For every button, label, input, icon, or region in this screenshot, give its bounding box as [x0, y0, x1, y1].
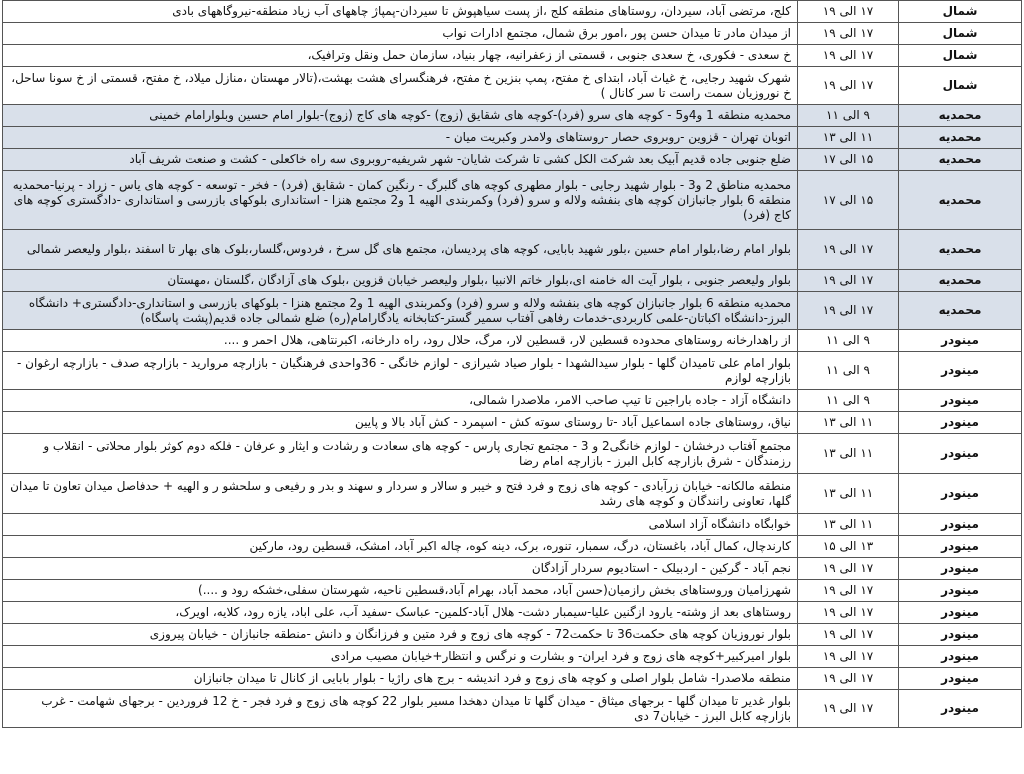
schedule-row	[3, 67, 1022, 105]
time-cell: ۱۱ الی ۱۳	[798, 412, 899, 434]
schedule-row	[3, 624, 1022, 646]
description-cell: کلج، مرتضی آباد، سیردان، روستاهای منطقه کلج ،از پست سیاهپوش تا سیردان-پمپاژ چاههای آب زیاد منطقه-نیروگاههای بادی	[3, 1, 798, 23]
schedule-rows	[3, 1, 1022, 728]
description-cell: محمدیه منطقه 1 و4و5 - کوچه های سرو (فرد)-کوچه های شقایق (زوج) -کوچه های کاج (زوج)-بلوار امام حسین وبلوارامام خمینی	[3, 105, 798, 127]
time-cell: ۱۷ الی ۱۹	[798, 602, 899, 624]
time-cell: ۱۱ الی ۱۳	[798, 514, 899, 536]
schedule-row	[3, 230, 1022, 270]
time-cell: ۱۷ الی ۱۹	[798, 1, 899, 23]
area-cell: مینودر	[899, 536, 1022, 558]
time-cell: ۹ الی ۱۱	[798, 390, 899, 412]
description-cell: محمدیه منطقه 6 بلوار جانبازان کوچه های بنفشه ولاله و سرو (فرد) وکمربندی الهیه 1 و2 مجتمع هنزا - بلوکهای بازرسی و استانداری-دادگستری+ دانشگاه البرز-دانشگاه اکباتان-علمی کاربردی-خدمات رفاهی آفتاب سمیر گستر-کتابخانه یادگارامام(ره) ضلع شمالی جاده قدیم(پشت پاسگاه)	[3, 292, 798, 330]
time-cell: ۱۷ الی ۱۹	[798, 580, 899, 602]
description-cell: محمدیه مناطق 2 و3 - بلوار شهید رجایی - بلوار مطهری کوچه های گلبرگ - رنگین کمان - شقایق (فرد) - فخر - توسعه - کوچه های یاس - زراد - پرنیا-محمدیه منطقه 6 بلوار جانبازان کوچه های بنفشه ولاله و سرو (فرد) وکمربندی الهیه 1 و2 مجتمع هنزا - استانداری بلوکهای بازرسی و استانداری -دادگستری کوچه های کاج (فرد)	[3, 171, 798, 230]
schedule-row	[3, 558, 1022, 580]
time-cell: ۱۷ الی ۱۹	[798, 292, 899, 330]
schedule-row	[3, 270, 1022, 292]
area-cell: مینودر	[899, 646, 1022, 668]
area-cell: شمال	[899, 45, 1022, 67]
area-cell: محمدیه	[899, 292, 1022, 330]
time-cell: ۱۷ الی ۱۹	[798, 270, 899, 292]
time-cell: ۱۷ الی ۱۹	[798, 230, 899, 270]
area-cell: مینودر	[899, 352, 1022, 390]
schedule-row	[3, 602, 1022, 624]
schedule-row	[3, 690, 1022, 728]
area-cell: محمدیه	[899, 230, 1022, 270]
description-cell: اتوبان تهران - قزوین -روبروی حصار -روستاهای ولامدر وکبریت میان -	[3, 127, 798, 149]
time-cell: ۱۷ الی ۱۹	[798, 45, 899, 67]
description-cell: بلوار امام رضا،بلوار امام حسین ،بلور شهید بابایی، کوچه های پردیسان، مجتمع های گل سرخ ، فردوس،گلسار،بلوک های بهار تا اسفند ،بلوار ولیعصر شمالی	[3, 230, 798, 270]
schedule-row	[3, 149, 1022, 171]
area-cell: شمال	[899, 23, 1022, 45]
schedule-row	[3, 390, 1022, 412]
time-cell: ۱۳ الی ۱۵	[798, 536, 899, 558]
area-cell: مینودر	[899, 474, 1022, 514]
description-cell: از میدان مادر تا میدان حسن پور ،امور برق شمال، مجتمع ادارات نواب	[3, 23, 798, 45]
schedule-row	[3, 171, 1022, 230]
time-cell: ۱۷ الی ۱۹	[798, 690, 899, 728]
area-cell: شمال	[899, 1, 1022, 23]
area-cell: مینودر	[899, 602, 1022, 624]
time-cell: ۱۵ الی ۱۷	[798, 149, 899, 171]
time-cell: ۱۷ الی ۱۹	[798, 67, 899, 105]
time-cell: ۹ الی ۱۱	[798, 330, 899, 352]
area-cell: مینودر	[899, 668, 1022, 690]
time-cell: ۱۱ الی ۱۳	[798, 474, 899, 514]
area-cell: مینودر	[899, 390, 1022, 412]
area-cell: مینودر	[899, 514, 1022, 536]
time-cell: ۱۱ الی ۱۳	[798, 127, 899, 149]
schedule-row	[3, 580, 1022, 602]
schedule-row	[3, 292, 1022, 330]
area-cell: مینودر	[899, 624, 1022, 646]
description-cell: بلوار نوروزیان کوچه های حکمت36 تا حکمت72 - کوچه های زوج و فرد متین و فرزانگان و دانش -منطقه جانبازان - خیابان پیروزی	[3, 624, 798, 646]
time-cell: ۱۷ الی ۱۹	[798, 23, 899, 45]
schedule-row	[3, 23, 1022, 45]
schedule-row	[3, 474, 1022, 514]
area-cell: محمدیه	[899, 149, 1022, 171]
time-cell: ۱۵ الی ۱۷	[798, 171, 899, 230]
description-cell: دانشگاه آزاد - جاده باراجین تا تیپ صاحب الامر، ملاصدرا شمالی،	[3, 390, 798, 412]
area-cell: محمدیه	[899, 127, 1022, 149]
description-cell: خ سعدی - فکوری، خ سعدی جنوبی ، قسمتی از زعفرانیه، چهار بنیاد، سازمان حمل ونقل وترافیک،	[3, 45, 798, 67]
description-cell: مجتمع آفتاب درخشان - لوازم خانگی2 و 3 - مجتمع تجاری پارس - کوچه های سعادت و رشادت و ایثار و عرفان - فلکه دوم کوثر بلوار محلاتی - انقلاب و رزمندگان - شرق بازارچه کابل البرز - بازارچه امام رضا	[3, 434, 798, 474]
area-cell: محمدیه	[899, 270, 1022, 292]
schedule-row	[3, 412, 1022, 434]
description-cell: بلوار ولیعصر جنوبی ، بلوار آیت اله خامنه ای،بلوار خاتم الانبیا ،بلوار ولیعصر خیابان قزوین ،بلوک های آزادگان ،گلستان ،مهستان	[3, 270, 798, 292]
description-cell: ضلع جنوبی جاده قدیم آبیک بعد شرکت الکل کشی تا شرکت شایان- شهر شریفیه-روبروی سه راه خاکعلی - کشت و صنعت شریف آباد	[3, 149, 798, 171]
time-cell: ۱۱ الی ۱۳	[798, 434, 899, 474]
schedule-row	[3, 668, 1022, 690]
schedule-row	[3, 646, 1022, 668]
area-cell: مینودر	[899, 580, 1022, 602]
schedule-row	[3, 1, 1022, 23]
area-cell: محمدیه	[899, 105, 1022, 127]
schedule-row	[3, 352, 1022, 390]
outage-schedule-table	[2, 0, 1022, 728]
area-cell: مینودر	[899, 434, 1022, 474]
description-cell: شهرک شهید رجایی، خ غیاث آباد، ابتدای خ مفتح، پمپ بنزین خ مفتح، فرهنگسرای هشت بهشت،(تالار مهستان ،منازل میلاد، خ مفتح، قسمتی از خ سونا ساحل، خ نوروزیان سمت راست تا سر کانال )	[3, 67, 798, 105]
schedule-row	[3, 434, 1022, 474]
description-cell: بلوار امام علی تامیدان گلها - بلوار سیدالشهدا - بلوار صیاد شیرازی - لوازم خانگی - 36واحدی فرهنگیان - بازارچه مروارید - بازارچه صدف - بازارچه ارغوان - بازارچه لوازم	[3, 352, 798, 390]
area-cell: محمدیه	[899, 171, 1022, 230]
time-cell: ۹ الی ۱۱	[798, 105, 899, 127]
description-cell: بلوار امیرکبیر+کوچه های زوج و فرد ایران- و بشارت و نرگس و انتظار+خیابان مصیب مرادی	[3, 646, 798, 668]
schedule-row	[3, 514, 1022, 536]
description-cell: کارندچال، کمال آباد، باغستان، درگ، سمبار، تنوره، برک، دینه کوه، چاله اکبر آباد، امشک، قسطین رود، مارکین	[3, 536, 798, 558]
description-cell: خوابگاه دانشگاه آزاد اسلامی	[3, 514, 798, 536]
area-cell: مینودر	[899, 330, 1022, 352]
description-cell: بلوار غدیر تا میدان گلها - برجهای میثاق - میدان گلها تا میدان دهخدا مسیر بلوار 22 کوچه های زوج و فرد فجر - خ 12 فروردین - برجهای شهامت - غرب بازارچه کابل البرز - خیابان7 دی	[3, 690, 798, 728]
time-cell: ۱۷ الی ۱۹	[798, 668, 899, 690]
schedule-row	[3, 45, 1022, 67]
description-cell: نجم آباد - گرکین - اردبیلک - استادیوم سردار آزادگان	[3, 558, 798, 580]
area-cell: مینودر	[899, 690, 1022, 728]
description-cell: شهرزامیان وروستاهای بخش رازمیان(حسن آباد، محمد آباد، بهرام آباد،قسطین ناحیه، شهرستان سفلی،خشکه رود و ....)	[3, 580, 798, 602]
time-cell: ۱۷ الی ۱۹	[798, 558, 899, 580]
schedule-row	[3, 105, 1022, 127]
description-cell: از راهدارخانه روستاهای محدوده قسطین لار، قسطین لار، مرگ، حلال رود، راه دارخانه، اکبرنتاهی، هلال احمر و ....	[3, 330, 798, 352]
time-cell: ۱۷ الی ۱۹	[798, 646, 899, 668]
schedule-row	[3, 330, 1022, 352]
time-cell: ۱۷ الی ۱۹	[798, 624, 899, 646]
area-cell: شمال	[899, 67, 1022, 105]
schedule-row	[3, 127, 1022, 149]
schedule-row	[3, 536, 1022, 558]
description-cell: منطقه مالکانه- خیابان زرآبادی - کوچه های زوج و فرد فتح و خیبر و سالار و سردار و سهند و بدر و رفیعی و سلحشو ر و الهیه + حدفاصل میدان تعاون تا میدان گلها، تعاونی رانندگان و کوچه های رشد	[3, 474, 798, 514]
area-cell: مینودر	[899, 412, 1022, 434]
area-cell: مینودر	[899, 558, 1022, 580]
description-cell: روستاهای بعد از وشته- یارود ازگنین علیا-سیمبار دشت- هلال آباد-کلمین- عباسک -سفید آب، علی اباد، یازه رود، کلایه، اویرک،	[3, 602, 798, 624]
description-cell: منطقه ملاصدرا- شامل بلوار اصلی و کوچه های زوج و فرد اندیشه - برج های راژیا - بلوار بابایی از کانال تا میدان جانبازان	[3, 668, 798, 690]
description-cell: نیاق، روستاهای جاده اسماعیل آباد -تا روستای سوته کش - اسپمرد - کش آباد بالا و پایین	[3, 412, 798, 434]
time-cell: ۹ الی ۱۱	[798, 352, 899, 390]
